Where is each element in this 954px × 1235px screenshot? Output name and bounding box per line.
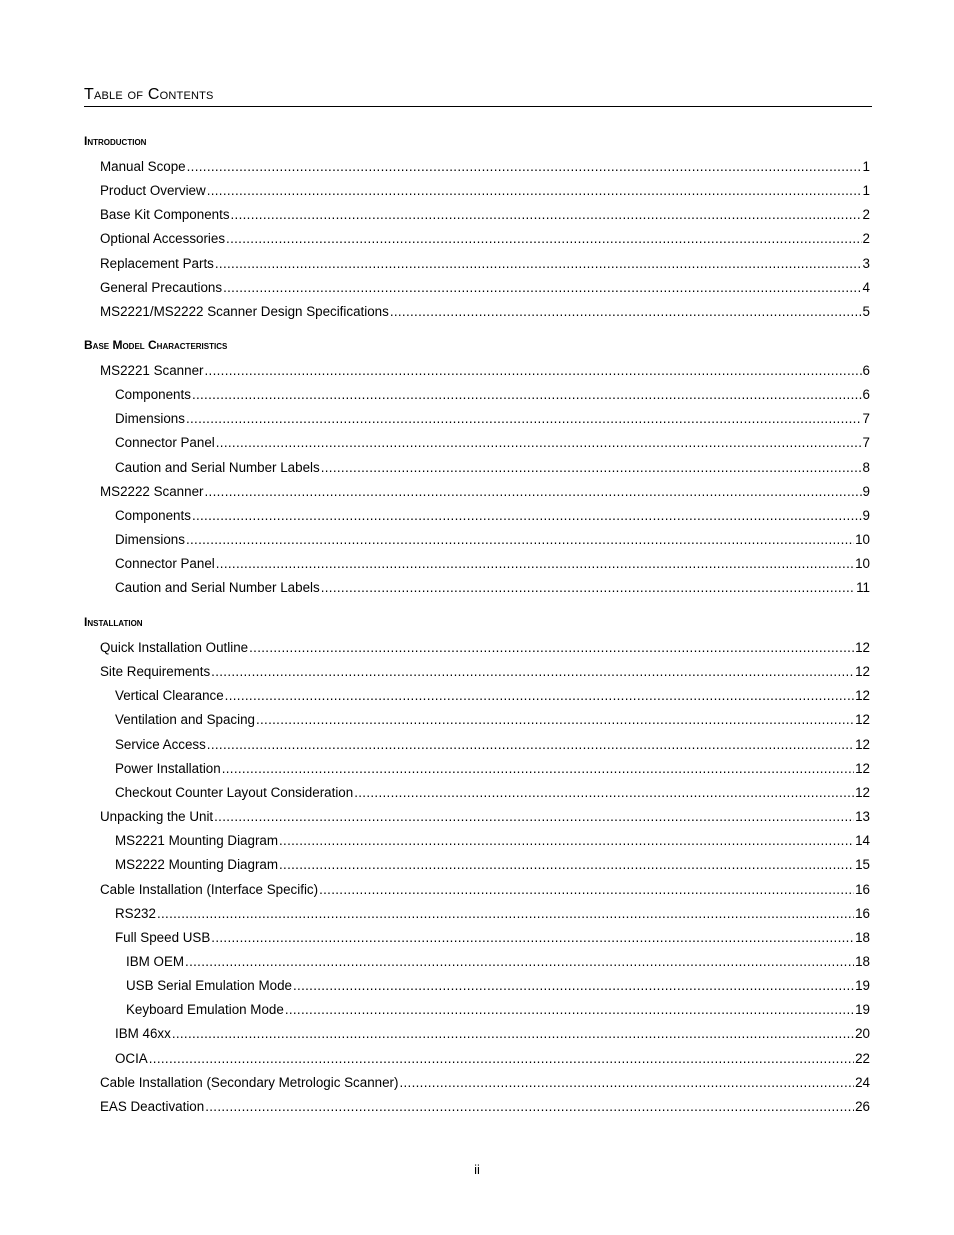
toc-dot-leader [216, 434, 862, 452]
toc-entry-page: 20 [855, 1026, 870, 1042]
toc-entry-page: 24 [855, 1074, 870, 1090]
toc-entry-label: Components [115, 387, 191, 403]
toc-entry-page: 10 [855, 556, 870, 572]
toc-entry-page: 6 [862, 387, 870, 403]
toc-dot-leader [207, 736, 854, 754]
toc-dot-leader [192, 386, 862, 404]
toc-entry[interactable] [115, 929, 870, 947]
toc-dot-leader [192, 507, 862, 525]
toc-entry[interactable] [100, 1098, 870, 1116]
toc-entry-label: Cable Installation (Secondary Metrologic Scanner) [100, 1074, 399, 1090]
toc-entry-label: MS2221/MS2222 Scanner Design Specifications [100, 303, 389, 319]
toc-dot-leader [149, 1050, 854, 1068]
toc-dot-leader [187, 158, 862, 176]
toc-dot-leader [211, 663, 854, 681]
toc-entry-page: 10 [855, 532, 870, 548]
toc-entry-label: Connector Panel [115, 556, 215, 572]
toc-entry[interactable] [100, 639, 870, 657]
toc-entry-label: MS2221 Scanner [100, 363, 204, 378]
toc-entry[interactable] [100, 808, 870, 826]
toc-entry-page: 4 [862, 279, 870, 295]
toc-entry-page: 16 [855, 905, 870, 921]
toc-entry-page: 2 [862, 231, 870, 247]
toc-entry[interactable] [100, 483, 870, 501]
toc-dot-leader [207, 182, 862, 200]
toc-dot-leader [231, 206, 862, 224]
toc-entry-page: 13 [855, 809, 870, 825]
toc-dot-leader [279, 856, 854, 874]
toc-entry-page: 19 [855, 1002, 870, 1018]
toc-entry[interactable] [115, 784, 870, 802]
toc-entry-page: 19 [855, 978, 870, 994]
toc-entry-label: Base Kit Components [100, 207, 230, 223]
toc-dot-leader [226, 230, 862, 248]
toc-entry[interactable] [126, 1001, 870, 1019]
toc-dot-leader [321, 459, 862, 477]
toc-entry[interactable] [100, 206, 870, 224]
section-heading: Base Model Characteristics [84, 338, 228, 352]
toc-entry[interactable] [115, 410, 870, 428]
toc-entry[interactable] [115, 579, 870, 597]
toc-dot-leader [321, 579, 855, 597]
toc-entry[interactable] [100, 255, 870, 273]
toc-entry[interactable] [100, 881, 870, 899]
toc-entry[interactable] [115, 856, 870, 874]
toc-dot-leader [285, 1001, 854, 1019]
toc-entry-label: Manual Scope [100, 159, 186, 174]
toc-entry-label: Cable Installation (Interface Specific) [100, 881, 319, 897]
toc-entry-page: 15 [855, 857, 870, 873]
toc-entry[interactable] [115, 507, 870, 525]
toc-entry-label: Ventilation and Spacing [115, 712, 255, 728]
toc-entry-label: Checkout Counter Layout Consideration [115, 784, 354, 800]
toc-entry-page: 14 [855, 833, 870, 849]
toc-entry-page: 6 [862, 363, 870, 378]
toc-entry-page: 12 [855, 688, 870, 704]
toc-dot-leader [249, 639, 854, 657]
toc-dot-leader [256, 711, 854, 729]
toc-dot-leader [399, 1074, 854, 1092]
toc-entry-label: General Precautions [100, 279, 223, 295]
toc-entry[interactable] [100, 663, 870, 681]
toc-dot-leader [205, 1098, 854, 1116]
toc-dot-leader [157, 905, 854, 923]
toc-entry-label: Optional Accessories [100, 231, 226, 247]
toc-entry-label: RS232 [115, 905, 156, 921]
toc-entry-page: 1 [862, 183, 870, 199]
toc-entry[interactable] [100, 158, 870, 176]
toc-entry-label: IBM OEM [126, 953, 185, 969]
toc-entry-label: IBM 46xx [115, 1026, 171, 1042]
toc-dot-leader [216, 555, 854, 573]
toc-entry-page: 18 [855, 953, 870, 969]
toc-entry[interactable] [115, 434, 870, 452]
toc-entry[interactable] [115, 1025, 870, 1043]
toc-entry-label: USB Serial Emulation Mode [126, 978, 292, 994]
toc-entry-page: 22 [855, 1050, 870, 1066]
toc-entry-label: Unpacking the Unit [100, 809, 214, 825]
section-heading: Installation [84, 615, 143, 629]
toc-dot-leader [204, 362, 861, 380]
toc-entry[interactable] [100, 279, 870, 297]
toc-entry-page: 9 [862, 483, 870, 499]
toc-entry-label: Replacement Parts [100, 255, 214, 271]
toc-entry[interactable] [115, 687, 870, 705]
toc-entry[interactable] [115, 711, 870, 729]
toc-entry-label: EAS Deactivation [100, 1098, 205, 1114]
toc-entry-label: MS2222 Mounting Diagram [115, 857, 279, 873]
toc-entry-label: OCIA [115, 1050, 148, 1066]
toc-dot-leader [215, 255, 862, 273]
toc-dot-leader [222, 760, 854, 778]
toc-entry[interactable] [100, 303, 870, 321]
toc-entry[interactable] [100, 182, 870, 200]
toc-dot-leader [211, 929, 854, 947]
toc-entry-page: 12 [855, 664, 870, 680]
toc-entry-page: 3 [862, 255, 870, 271]
toc-dot-leader [319, 881, 854, 899]
toc-entry-page: 16 [855, 881, 870, 897]
toc-entry-page: 7 [862, 411, 870, 427]
toc-entry-page: 12 [855, 760, 870, 776]
toc-entry[interactable] [115, 1050, 870, 1068]
toc-entry-label: Full Speed USB [115, 929, 211, 945]
toc-entry[interactable] [100, 362, 870, 380]
section-heading: Introduction [84, 134, 147, 148]
page-number: ii [474, 1162, 480, 1177]
toc-entry-page: 26 [855, 1098, 870, 1114]
toc-entry-page: 1 [862, 159, 870, 174]
toc-entry-label: Components [115, 507, 191, 523]
toc-entry-page: 9 [862, 507, 870, 523]
toc-entry[interactable] [126, 977, 870, 995]
toc-dot-leader [214, 808, 854, 826]
toc-entry-page: 11 [856, 580, 870, 596]
toc-entry-page: 12 [855, 640, 870, 655]
toc-entry-page: 5 [862, 303, 870, 319]
toc-dot-leader [354, 784, 854, 802]
toc-entry[interactable] [100, 230, 870, 248]
toc-entry-label: Site Requirements [100, 664, 211, 680]
toc-entry-label: Service Access [115, 736, 206, 752]
toc-entry-label: Power Installation [115, 760, 221, 776]
toc-entry-page: 12 [855, 784, 870, 800]
toc-entry-label: Caution and Serial Number Labels [115, 580, 320, 596]
toc-dot-leader [204, 483, 861, 501]
toc-entry[interactable] [115, 386, 870, 404]
toc-dot-leader [172, 1025, 854, 1043]
toc-entry-page: 7 [862, 435, 870, 451]
toc-entry[interactable] [115, 555, 870, 573]
toc-entry-label: MS2221 Mounting Diagram [115, 833, 279, 849]
toc-entry[interactable] [115, 736, 870, 754]
toc-entry-page: 18 [855, 929, 870, 945]
toc-entry-label: Caution and Serial Number Labels [115, 459, 320, 475]
toc-entry-label: Quick Installation Outline [100, 640, 249, 655]
toc-entry[interactable] [126, 953, 870, 971]
toc-entry-label: Product Overview [100, 183, 206, 199]
toc-dot-leader [279, 832, 854, 850]
toc-dot-leader [293, 977, 854, 995]
toc-entry-label: Connector Panel [115, 435, 215, 451]
toc-entry[interactable] [115, 531, 870, 549]
toc-entry-label: MS2222 Scanner [100, 483, 204, 499]
toc-dot-leader [225, 687, 854, 705]
toc-title: Table of Contents [84, 86, 872, 107]
toc-entry-page: 8 [862, 459, 870, 475]
toc-entry-page: 12 [855, 712, 870, 728]
toc-entry-page: 2 [862, 207, 870, 223]
toc-dot-leader [186, 531, 854, 549]
toc-dot-leader [223, 279, 861, 297]
toc-entry-label: Vertical Clearance [115, 688, 224, 704]
toc-entry-label: Dimensions [115, 411, 185, 427]
toc-entry[interactable] [115, 760, 870, 778]
toc-entry-label: Keyboard Emulation Mode [126, 1002, 284, 1018]
toc-entry[interactable] [115, 459, 870, 477]
toc-entry[interactable] [115, 905, 870, 923]
toc-entry[interactable] [100, 1074, 870, 1092]
toc-dot-leader [185, 953, 854, 971]
toc-entry[interactable] [115, 832, 870, 850]
toc-dot-leader [390, 303, 862, 321]
toc-entry-page: 12 [855, 736, 870, 752]
toc-entry-label: Dimensions [115, 532, 185, 548]
toc-dot-leader [186, 410, 862, 428]
